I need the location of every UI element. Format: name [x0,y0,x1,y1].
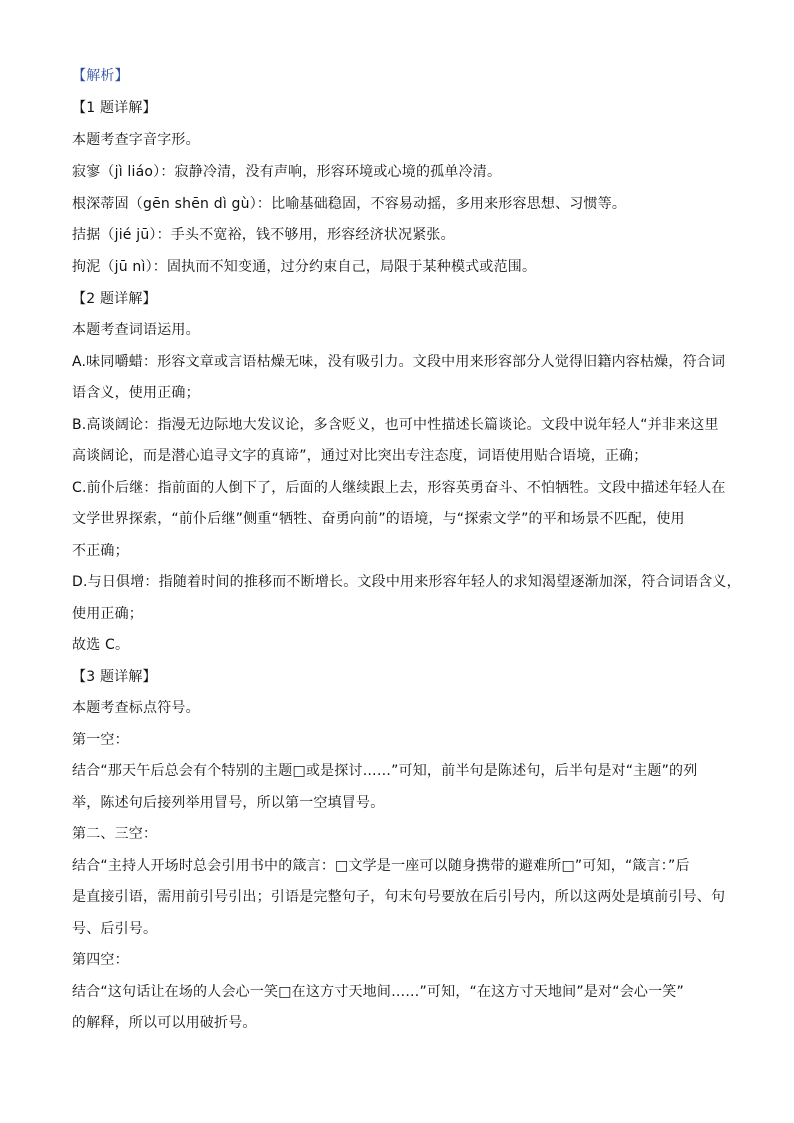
q3-line: 结合“主持人开场时总会引用书中的箴言：□文学是一座可以随身携带的避难所□”可知，“箴言：”后 [72,858,690,874]
q1-heading: 【1 题详解】 [72,100,157,116]
q2-intro: 本题考查词语运用。 [72,322,200,338]
q3-line: 第二、三空： [72,826,158,842]
q3-line: 的解释，所以可以用破折号。 [72,1015,257,1031]
q1-intro: 本题考查字音字形。 [72,132,200,148]
q2-heading: 【2 题详解】 [72,291,157,307]
q1-line: 拮据（jié jū）：手头不宽裕，钱不够用，形容经济状况紧张。 [72,227,455,243]
q2-answer: 故选 C。 [72,637,130,653]
q3-heading: 【3 题详解】 [72,669,157,685]
q2-line: C.前仆后继：指前面的人倒下了，后面的人继续跟上去，形容英勇奋斗、不怕牺牲。文段中描述年轻人在 [72,480,726,496]
q2-line: D.与日俱增：指随着时间的推移而不断增长。文段中用来形容年轻人的求知渴望逐渐加深，符合词语含义， [72,574,741,590]
q2-line: 文学世界探索，“前仆后继”侧重“牺牲、奋勇向前”的语境，与“探索文学”的平和场景不匹配，使用 [72,511,685,527]
q1-line: 寂寥（jì liáo）：寂静冷清，没有声响，形容环境或心境的孤单冷清。 [72,164,502,180]
q2-line: A.味同嚼蜡：形容文章或言语枯燥无味，没有吸引力。文段中用来形容部分人觉得旧籍内容枯燥，符合词 [72,354,726,370]
q3-line: 第一空： [72,732,129,748]
analysis-title: 【解析】 [72,68,129,84]
q3-intro: 本题考查标点符号。 [72,700,200,716]
q1-line: 根深蒂固（gēn shēn dì gù）：比喻基础稳固，不容易动摇，多用来形容思想、习惯等。 [72,196,627,212]
q1-line: 拘泥（jū nì）：固执而不知变通，过分约束自己，局限于某种模式或范围。 [72,259,537,275]
q3-line: 结合“那天午后总会有个特别的主题□或是探讨……”可知，前半句是陈述句，后半句是对“主题”的列 [72,763,698,779]
q2-line: 使用正确； [72,606,143,622]
q3-line: 是直接引语，需用前引号引出；引语是完整句子，句末句号要放在后引号内，所以这两处是填前引号、句 [72,889,726,905]
q3-line: 号、后引号。 [72,921,158,937]
q3-line: 结合“这句话让在场的人会心一笑□在这方寸天地间……”可知，“在这方寸天地间”是对“会心一笑” [72,984,684,1000]
q2-line: B.高谈阔论：指漫无边际地大发议论，多含贬义，也可中性描述长篇谈论。文段中说年轻人“并非来这里 [72,417,719,433]
q2-line: 高谈阔论，而是潜心追寻文字的真谛”，通过对比突出专注态度，词语使用贴合语境，正确； [72,448,648,464]
q2-line: 语含义，使用正确； [72,385,200,401]
q3-line: 第四空： [72,952,129,968]
q3-line: 举，陈述句后接列举用冒号，所以第一空填冒号。 [72,795,385,811]
q2-line: 不正确； [72,543,129,559]
